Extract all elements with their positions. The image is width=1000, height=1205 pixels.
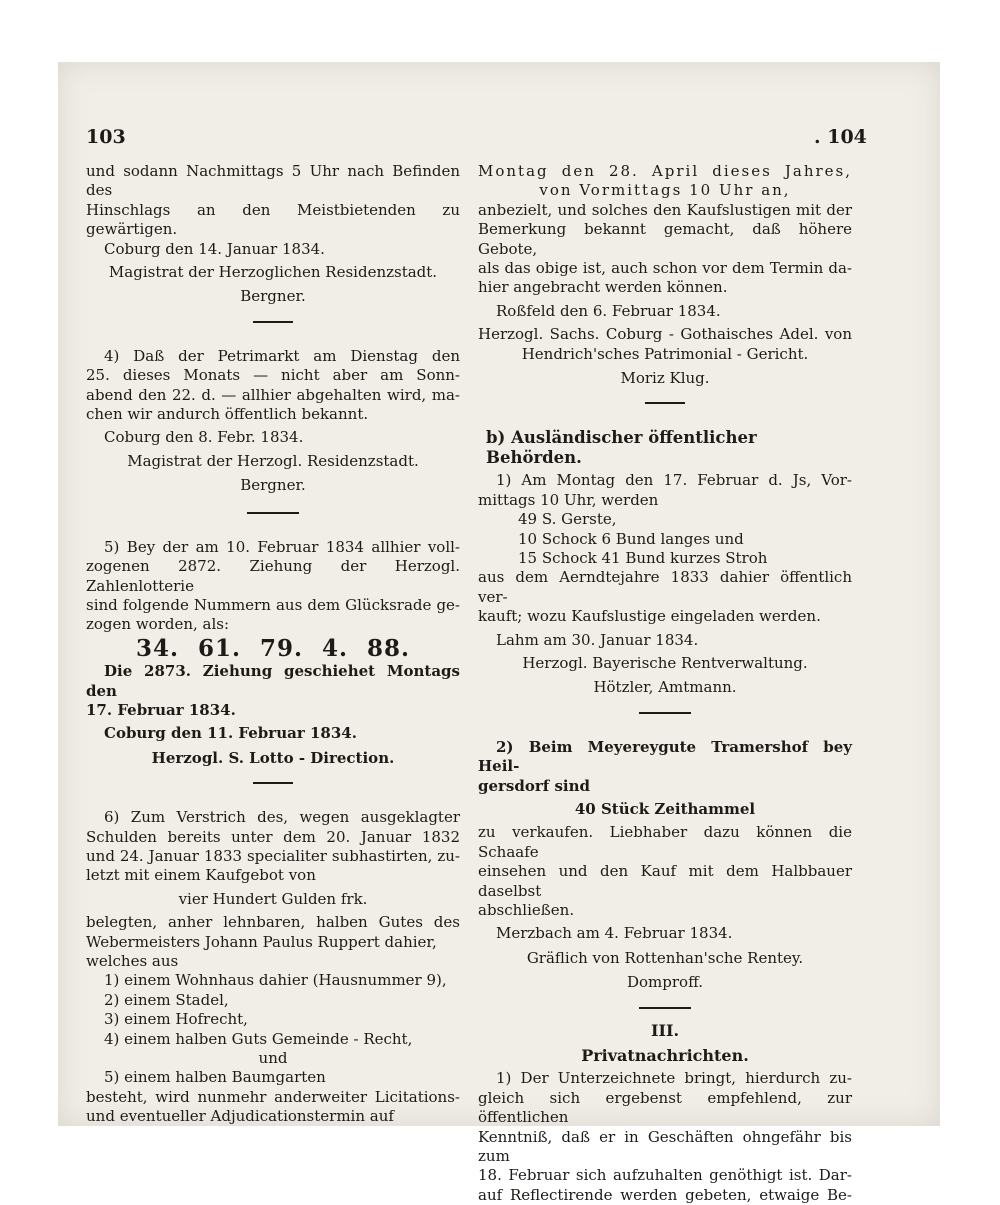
text-line: und [258, 1049, 288, 1068]
text-line: kauft; wozu Kaufslustige eingeladen werden. [478, 607, 821, 626]
text-line: chen wir andurch öffentlich bekannt. [86, 405, 369, 424]
signature-name: Moriz Klug. [620, 369, 710, 388]
separator-rule [247, 512, 299, 514]
text-line: 17. Februar 1834. [86, 700, 236, 719]
page-number-left: 103 [86, 126, 126, 148]
text-line: zogen worden, als: [86, 615, 230, 634]
text-line: mittags 10 Uhr, werden [478, 490, 659, 509]
signature-authority: Herzogl. Sachs. Coburg - Gothaisches Adel. von [478, 325, 852, 344]
text-line: Webermeisters Johann Paulus Ruppert dahier, [86, 932, 437, 951]
separator-rule [639, 1007, 691, 1009]
text-line: gersdorf sind [478, 776, 590, 795]
text-line: 4) Daß der Petrimarkt am Dienstag den [104, 346, 460, 365]
left-column [86, 162, 460, 1127]
text-line: Die 2873. Ziehung geschiehet Montags den [86, 662, 460, 700]
separator-rule [639, 712, 691, 714]
text-line: Bemerkung bekannt gemacht, daß höhere Gebote, [478, 220, 852, 258]
section-title: Privatnachrichten. [581, 1046, 749, 1066]
text-line: von Vormittags 10 Uhr an, [539, 181, 791, 200]
list-item: 3) einem Hofrecht, [104, 1010, 248, 1029]
place-date: Coburg den 14. Januar 1834. [104, 239, 325, 258]
right-column [478, 162, 852, 1205]
text-line: welches aus [86, 952, 179, 970]
signature-name: Domproff. [627, 973, 703, 992]
list-item: 5) einem halben Baumgarten [104, 1068, 326, 1087]
place-date: Roßfeld den 6. Februar 1834. [496, 301, 721, 320]
text-line: besteht, wird nunmehr anderweiter Licitations- [86, 1087, 460, 1106]
text-line: abschließen. [478, 901, 575, 919]
text-line: und sodann Nachmittags 5 Uhr nach Befinden des [86, 162, 460, 200]
text-line: hier angebracht werden können. [478, 278, 728, 297]
text-line: aus dem Aerndtejahre 1833 dahier öffentlich ver- [478, 568, 852, 606]
list-item: 1) einem Wohnhaus dahier (Hausnummer 9), [104, 971, 447, 990]
signature-authority: Gräflich von Rottenhan'sche Rentey. [526, 948, 804, 967]
lottery-numbers: 34. 61. 79. 4. 88. [135, 634, 411, 662]
place-date: Merzbach am 4. Februar 1834. [496, 924, 733, 943]
text-line: 1) Am Montag den 17. Februar d. Js, Vor- [496, 471, 852, 490]
list-item: 49 S. Gerste, [518, 510, 617, 529]
text-line: Schulden bereits unter dem 20. Januar 1832 [86, 827, 460, 846]
text-line: als das obige ist, auch schon vor dem Termin da- [478, 259, 852, 278]
text-line: zu verkaufen. Liebhaber dazu können die Schaafe [478, 823, 852, 861]
section-number: III. [650, 1020, 680, 1040]
text-line: 18. Februar sich aufzuhalten genöthigt ist. Dar- [478, 1166, 852, 1185]
place-date: Coburg den 8. Febr. 1834. [104, 428, 304, 447]
page-number-right: . 104 [814, 126, 867, 148]
text-line: Kenntniß, daß er in Geschäften ohngefähr bis zum [478, 1127, 852, 1166]
text-line: 5) Bey der am 10. Februar 1834 allhier voll- [104, 537, 460, 556]
text-line: abend den 22. d. — allhier abgehalten wird, ma- [86, 385, 460, 404]
text-line: anbezielt, und solches den Kaufslustigen mit der [478, 200, 852, 219]
signature-authority: Magistrat der Herzoglichen Residenzstadt. [108, 263, 438, 282]
text-line: auf Reflectirende werden gebeten, etwaige Be- [478, 1185, 852, 1204]
separator-rule [645, 402, 685, 404]
list-item: 10 Schock 6 Bund langes und [518, 529, 744, 548]
text-line: 25. dieses Monats — nicht aber am Sonn- [86, 366, 460, 385]
text-line: 6) Zum Verstrich des, wegen ausgeklagter [104, 808, 460, 827]
separator-rule [253, 321, 293, 323]
place-date: Lahm am 30. Januar 1834. [496, 630, 699, 649]
list-item: 4) einem halben Guts Gemeinde - Recht, [104, 1029, 413, 1048]
text-line-emphasis: vier Hundert Gulden frk. [178, 889, 368, 908]
text-line: Montag den 28. April dieses Jahres, [478, 162, 852, 180]
signature-authority: Hendrich'sches Patrimonial - Gericht. [521, 344, 809, 363]
signature-name: Hötzler, Amtmann. [593, 678, 737, 697]
text-line: und eventueller Adjudicationstermin auf [86, 1107, 394, 1126]
text-line: und 24. Januar 1833 specialiter subhastirten, zu- [86, 846, 460, 865]
signature-authority: Magistrat der Herzogl. Residenzstadt. [127, 451, 419, 470]
text-line: 2) Beim Meyereygute Tramershof bey Heil- [478, 737, 852, 776]
signature-name: Bergner. [240, 287, 306, 306]
text-line: Hinschlags an den Meistbietenden zu gewärtigen. [86, 200, 460, 239]
list-item: 2) einem Stadel, [104, 990, 229, 1009]
signature-name: Bergner. [240, 476, 306, 495]
text-line: sind folgende Nummern aus dem Glücksrade ge- [86, 595, 460, 614]
text-line-emphasis: 40 Stück Zeithammel [574, 799, 756, 818]
signature-authority: Herzogl. S. Lotto - Direction. [151, 748, 395, 767]
text-line: zogenen 2872. Ziehung der Herzogl. Zahlenlotterie [86, 557, 460, 595]
separator-rule [253, 782, 293, 784]
text-line: letzt mit einem Kaufgebot von [86, 866, 316, 885]
signature-authority: Herzogl. Bayerische Rentverwaltung. [522, 653, 808, 672]
section-heading: b) Ausländischer öffentlicher Behörden. [486, 428, 757, 467]
text-line: belegten, anher lehnbaren, halben Gutes des [86, 913, 460, 932]
text-line: einsehen und den Kauf mit dem Halbbauer daselbst [478, 862, 852, 900]
list-item: 15 Schock 41 Bund kurzes Stroh [518, 548, 768, 567]
text-line: 1) Der Unterzeichnete bringt, hierdurch zu- [496, 1069, 852, 1088]
place-date: Coburg den 11. Februar 1834. [104, 724, 357, 743]
text-line: gleich sich ergebenst empfehlend, zur öffentlichen [478, 1088, 852, 1127]
